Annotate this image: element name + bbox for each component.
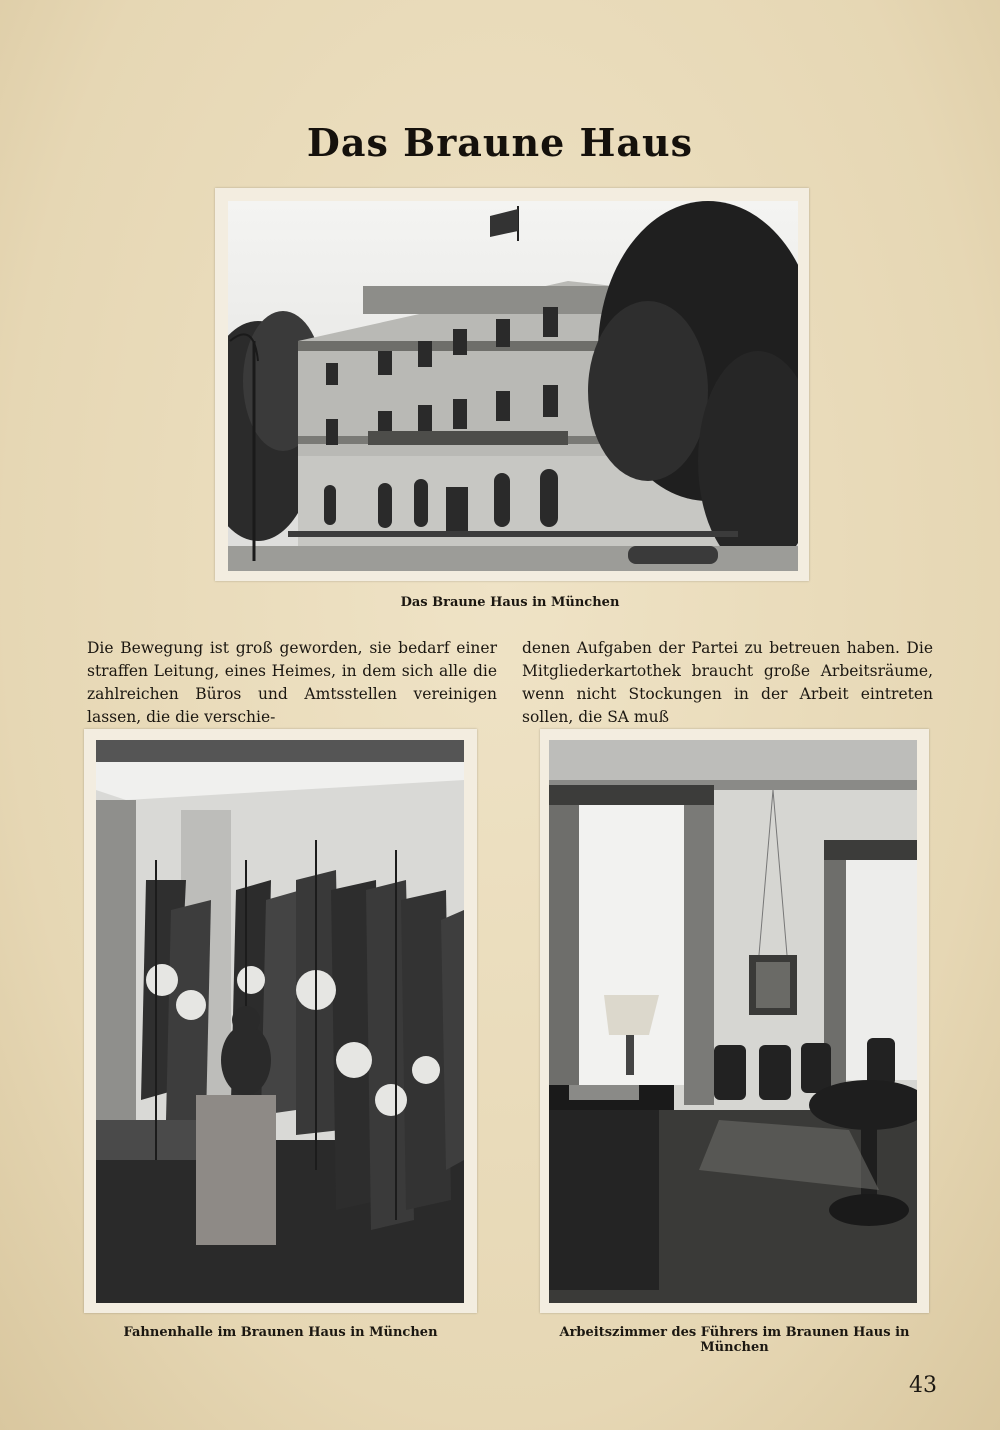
top-photo-caption: Das Braune Haus in München (400, 595, 620, 610)
braunes-haus-exterior-photo (228, 201, 798, 571)
bottom-right-photo-caption: Arbeitszimmer des Führers im Braunen Haus in München (559, 1325, 910, 1355)
page-number: 43 (909, 1373, 937, 1398)
office-photo (549, 740, 917, 1303)
flag-hall-photo (96, 740, 464, 1303)
bottom-left-photo-caption: Fahnenhalle im Braunen Haus in München (123, 1325, 438, 1340)
body-text-left: Die Bewegung ist groß geworden, sie bedarf einer straffen Leitung, eines Heimes, in dem sich alle die zahlreichen Büros und Amtsstellen vereinigen lassen, die die verschie- (87, 639, 497, 726)
body-text-right: denen Aufgaben der Partei zu betreuen haben. Die Mitgliederkartothek braucht große Arbeitsräume, wenn nicht Stockungen in der Arbeit eintreten sollen, die SA muß (522, 639, 933, 726)
page-title: Das Braune Haus (306, 120, 694, 165)
